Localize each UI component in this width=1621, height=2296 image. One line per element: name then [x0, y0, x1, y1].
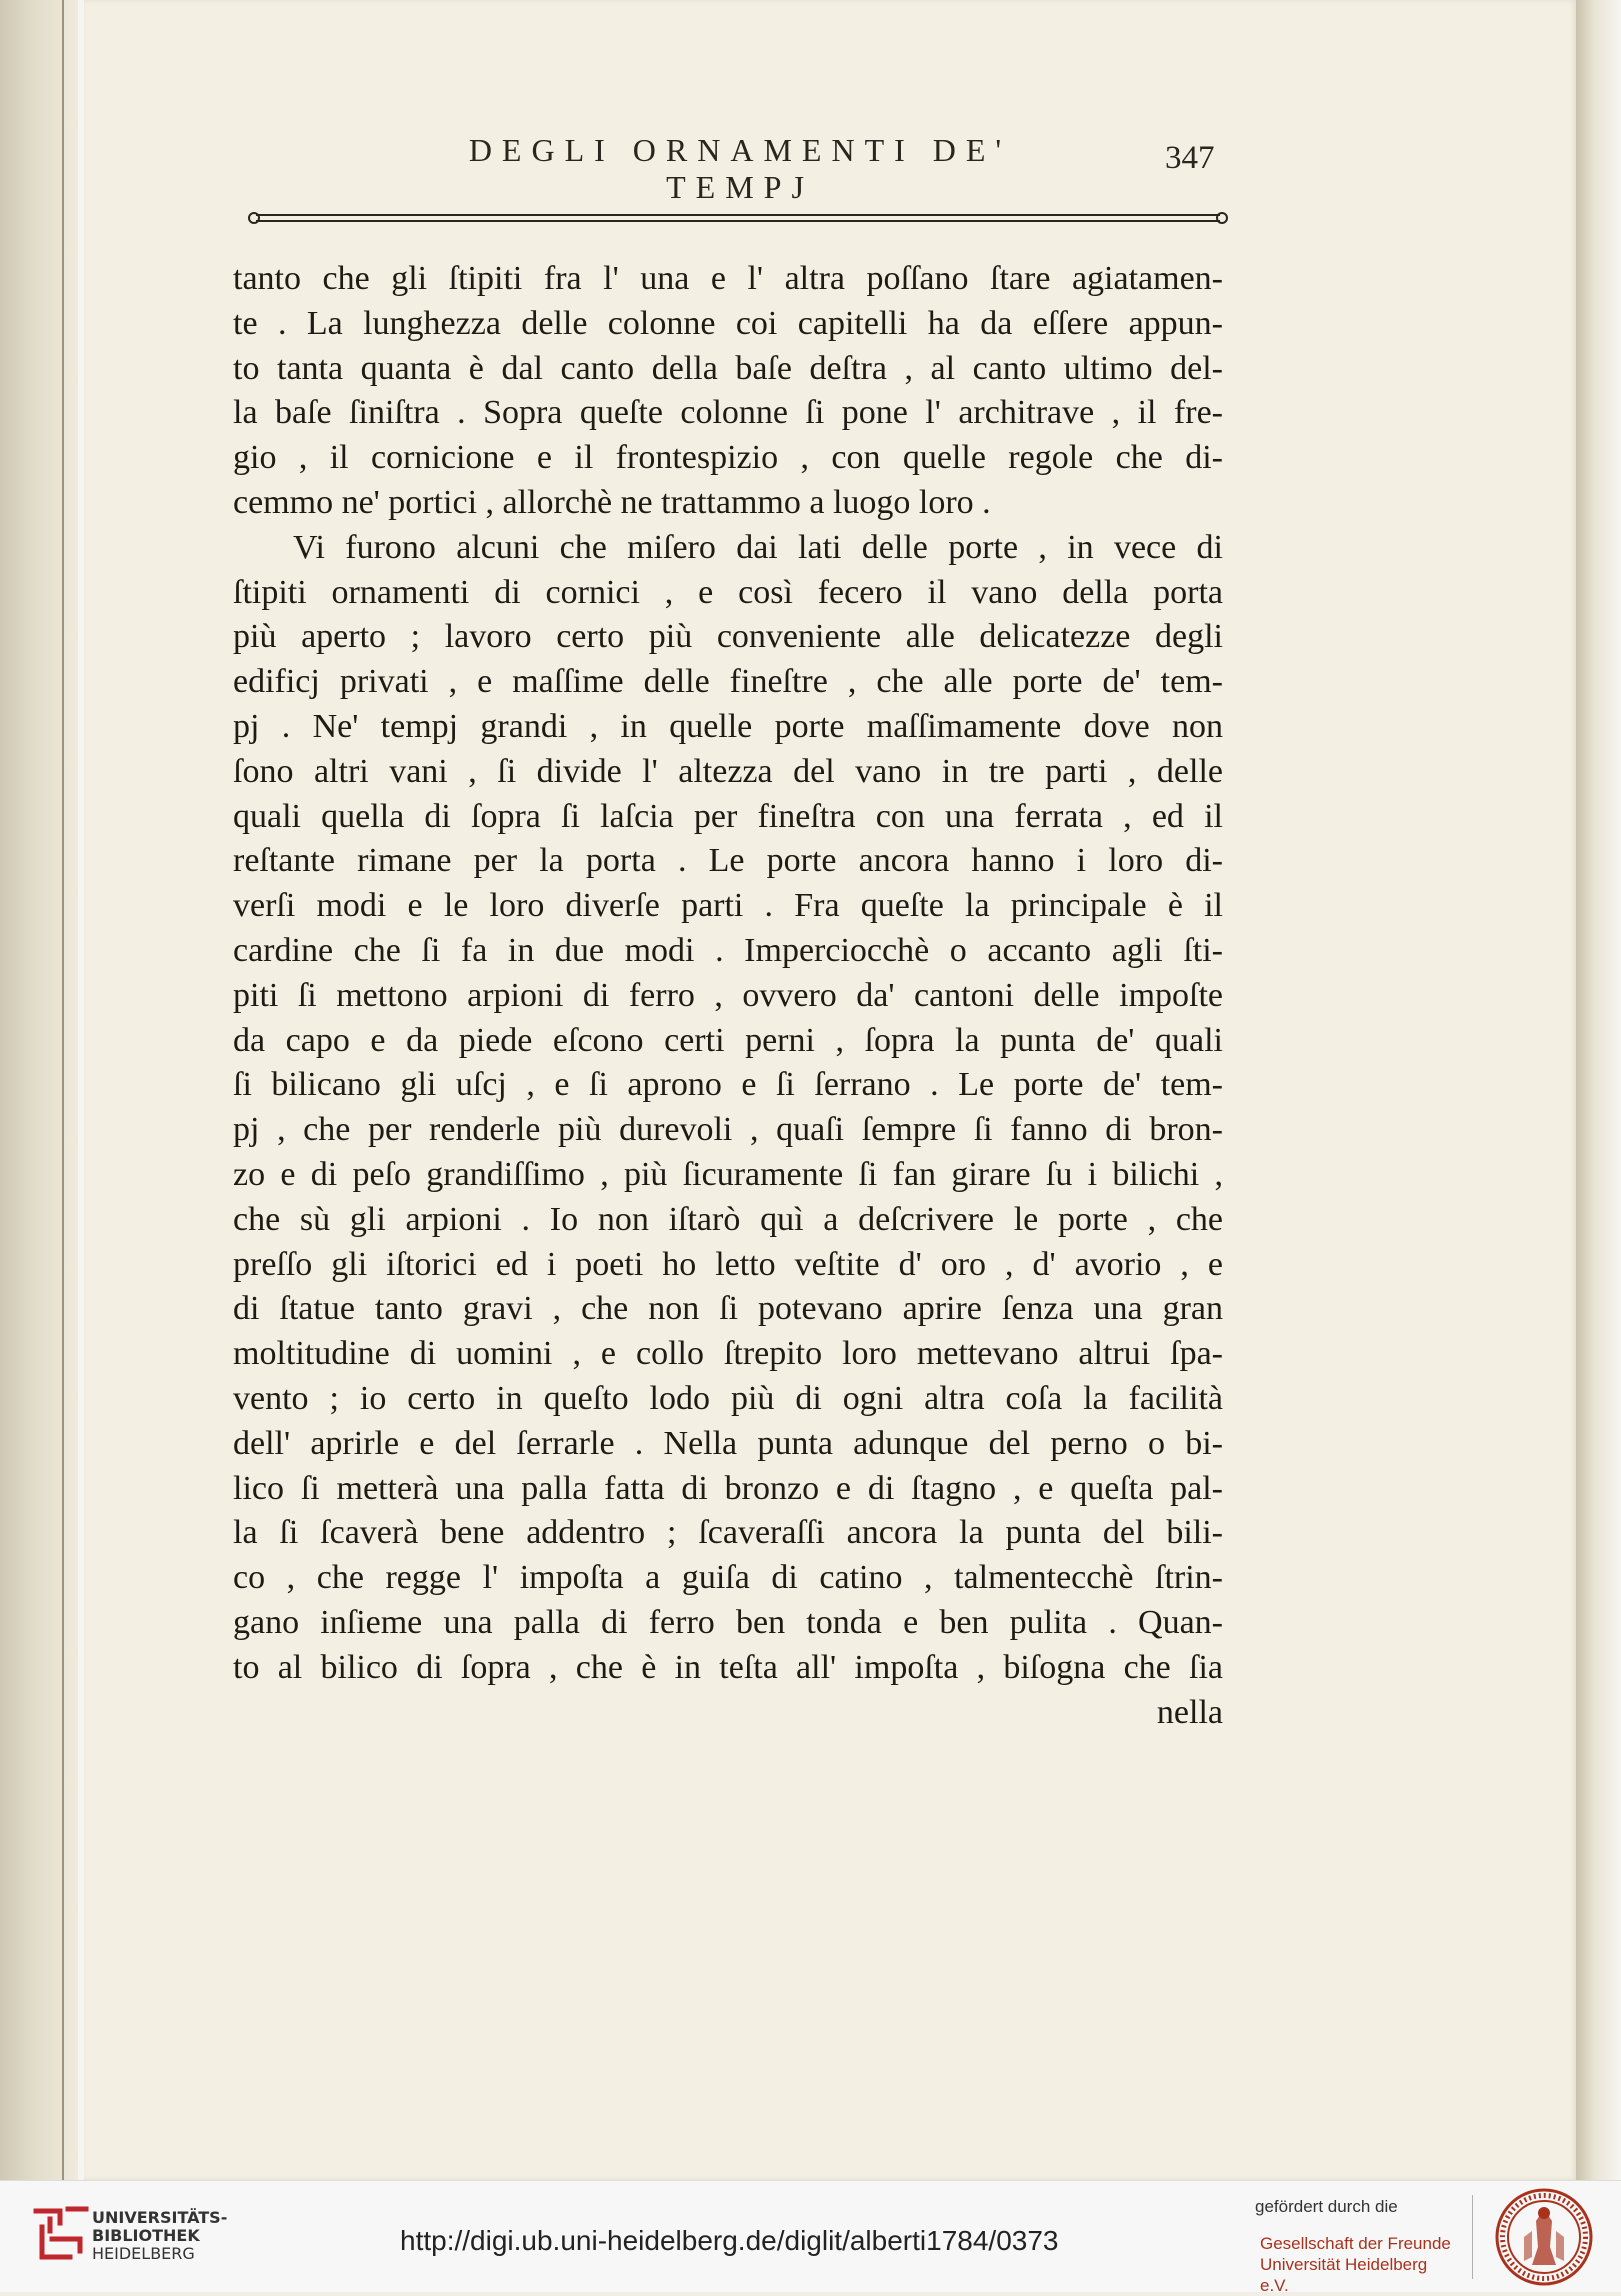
library-name-line: HEIDELBERG: [92, 2244, 195, 2263]
text-line: dell' aprirle e del ſerrarle . Nella punta adunque del perno o bi-: [233, 1424, 1223, 1462]
text-line: gano inſieme una palla di ferro ben tonda e ben pulita . Quan-: [233, 1603, 1223, 1641]
page-number: 347: [1165, 140, 1215, 176]
page-right-edge: [1576, 0, 1621, 2180]
text-line: cardine che ſi fa in due modi . Imperciocchè o accanto agli ſti-: [233, 931, 1223, 969]
text-line: di ſtatue tanto gravi , che non ſi potevano aprire ſenza una gran: [233, 1290, 1223, 1328]
text-line: piti ſi mettono arpioni di ferro , ovvero da' cantoni delle impoſte: [233, 976, 1223, 1014]
gutter-edge: [62, 0, 64, 2180]
text-line: lico ſi metterà una palla fatta di bronzo e di ſtagno , e queſta pal-: [233, 1469, 1223, 1507]
text-line: to al bilico di ſopra , che è in teſta all' impoſta , biſogna che ſia: [233, 1648, 1223, 1686]
ub-heidelberg-logo-icon: [30, 2201, 92, 2267]
sponsor-name-line: Universität Heidelberg e.V.: [1260, 2255, 1428, 2295]
sponsor-name-line: Gesellschaft der Freunde: [1260, 2234, 1451, 2253]
text-line: co , che regge l' impoſta a guiſa di catino , talmentecchè ſtrin-: [233, 1559, 1223, 1597]
text-line: preſſo gli iſtorici ed i poeti ho letto veſtite d' oro , d' avorio , e: [233, 1245, 1223, 1283]
text-line: vento ; io certo in queſto lodo più di ogni altra coſa la facilità: [233, 1379, 1223, 1417]
text-line: tanto che gli ſtipiti fra l' una e l' altra poſſano ſtare agiatamen-: [233, 260, 1223, 297]
text-line: più aperto ; lavoro certo più conveniente alle delicatezze degli: [233, 618, 1223, 656]
text-line: ſi bilicano gli uſcj , e ſi aprono e ſi ſerrano . Le porte de' tem-: [233, 1066, 1223, 1104]
text-line: moltitudine di uomini , e collo ſtrepito loro mettevano altrui ſpa-: [233, 1335, 1223, 1373]
text-line: edificj privati , e maſſime delle fineſtre , che alle porte de' tem-: [233, 663, 1223, 701]
permalink-url[interactable]: http://digi.ub.uni-heidelberg.de/diglit/alberti1784/0373: [400, 2225, 1059, 2256]
library-name-line: UNIVERSITÄTS-: [92, 2208, 228, 2227]
text-line: ſono altri vani , ſi divide l' altezza del vano in tre parti , delle: [233, 752, 1223, 790]
header-rule: [248, 211, 1228, 225]
text-line: zo e di peſo grandiſſimo , più ſicuramente ſi fan girare ſu i bilichi ,: [233, 1155, 1223, 1193]
text-line: cemmo ne' portici , allorchè ne trattammo a luogo loro .: [233, 483, 991, 521]
text-line: ſtipiti ornamenti di cornici , e così fecero il vano della porta: [233, 573, 1223, 611]
text-line: quali quella di ſopra ſi laſcia per fineſtra con una ferrata , ed il: [233, 797, 1223, 835]
sponsor-label: gefördert durch die: [1255, 2197, 1398, 2216]
text-line: verſi modi e le loro diverſe parti . Fra queſte la principale è il: [233, 887, 1223, 925]
text-line: gio , il cornicione e il frontespizio , con quelle regole che di-: [233, 439, 1223, 477]
text-line: reſtante rimane per la porta . Le porte ancora hanno i loro di-: [233, 842, 1223, 880]
catchword: nella: [1156, 1693, 1223, 1731]
library-name-line: BIBLIOTHEK: [92, 2226, 200, 2245]
body-text: [233, 257, 1223, 1735]
text-line: te . La lunghezza delle colonne coi capitelli ha da eſſere appun-: [233, 304, 1223, 342]
text-line: to tanta quanta è dal canto della baſe deſtra , al canto ultimo del-: [233, 349, 1223, 387]
book-gutter: [0, 0, 78, 2180]
sponsor-divider: [1472, 2195, 1473, 2279]
library-name: [92, 2209, 227, 2263]
university-seal-icon: [1494, 2187, 1594, 2287]
text-line: la baſe ſiniſtra . Sopra queſte colonne ſi pone l' architrave , il fre-: [233, 394, 1223, 432]
text-line: Vi furono alcuni che miſero dai lati delle porte , in vece di: [293, 528, 1223, 566]
running-head: DEGLI ORNAMENTI DE' TEMPJ: [468, 132, 1012, 205]
sponsor-name: [1260, 2233, 1460, 2296]
text-line: che sù gli arpioni . Io non iſtarò quì a deſcrivere le porte , che: [233, 1200, 1223, 1238]
text-line: pj , che per renderle più durevoli , quaſi ſempre ſi fanno di bron-: [233, 1111, 1223, 1149]
text-line: pj . Ne' tempj grandi , in quelle porte maſſimamente dove non: [233, 707, 1223, 745]
text-line: la ſi ſcaverà bene addentro ; ſcaveraſſi ancora la punta del bili-: [233, 1514, 1223, 1552]
text-line: da capo e da piede eſcono certi perni , ſopra la punta de' quali: [233, 1021, 1223, 1059]
viewer-footer: [0, 2180, 1621, 2295]
